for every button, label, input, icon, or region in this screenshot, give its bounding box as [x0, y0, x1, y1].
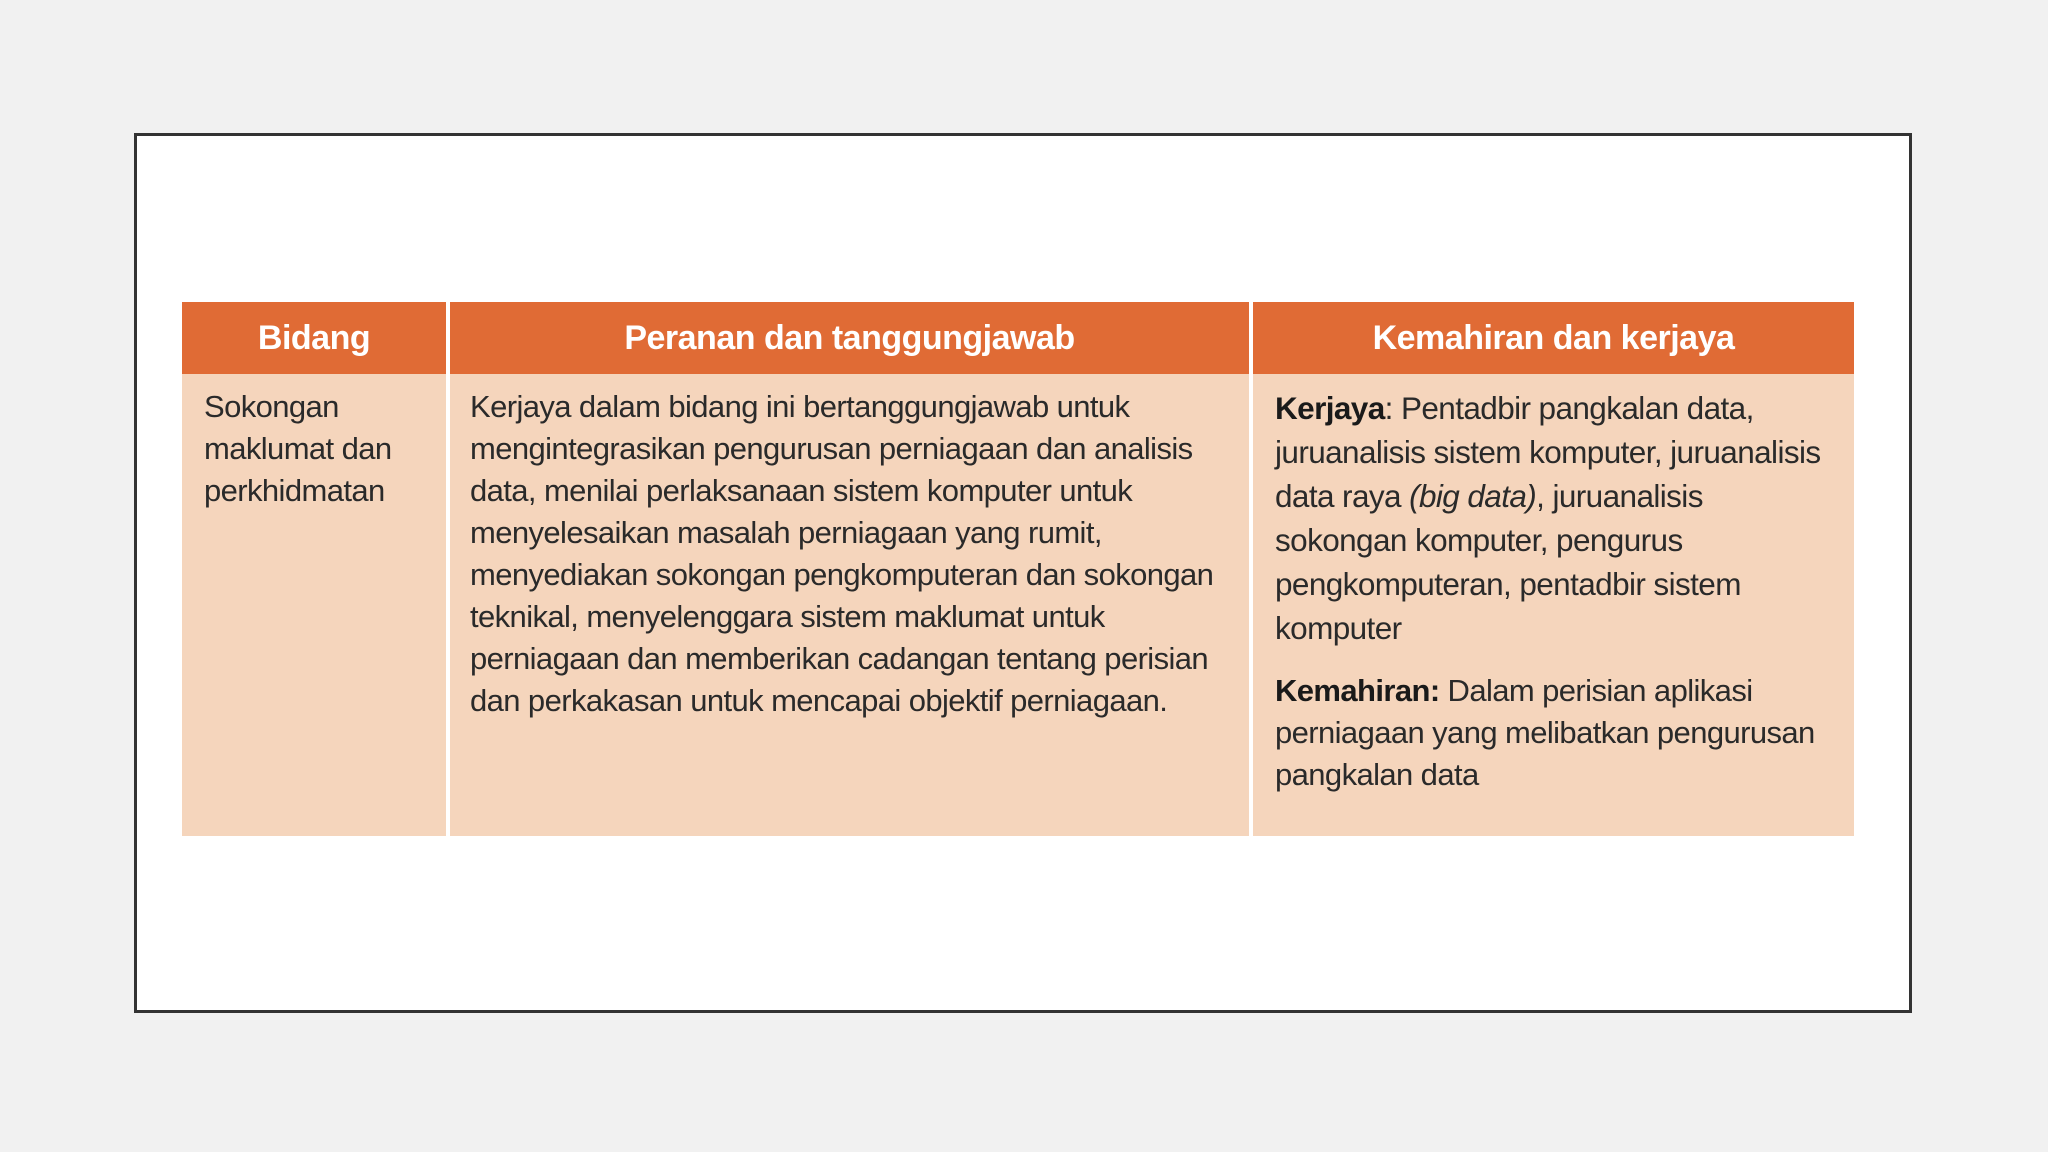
career-paragraph — [1275, 386, 1832, 650]
career-italic: (big data) — [1409, 478, 1537, 514]
header-role: Peranan dan tanggungjawab — [450, 302, 1249, 374]
career-colon: : — [1384, 390, 1401, 426]
skill-label: Kemahiran: — [1275, 673, 1440, 708]
skill-text: Dalam perisian aplikasi perniagaan yang melibatkan pengurusan pangkalan data — [1275, 673, 1815, 792]
cell-field: Sokongan maklumat dan perkhidmatan — [182, 374, 446, 836]
cell-skills — [1253, 374, 1854, 836]
skill-paragraph — [1275, 670, 1832, 796]
career-label: Kerjaya — [1275, 390, 1385, 426]
header-skills: Kemahiran dan kerjaya — [1253, 302, 1854, 374]
career-text-1: Pentadbir pangkalan data, juruanalisis sistem komputer, juruanalisis data raya — [1275, 390, 1821, 514]
career-text-2: , juruanalisis sokongan komputer, pengurus pengkomputeran, pentadbir sistem komputer — [1275, 478, 1741, 646]
cell-role: Kerjaya dalam bidang ini bertanggungjawab untuk mengintegrasikan pengurusan perniagaan dan analisis data, menilai perlaksanaan sistem komputer untuk menyelesaikan masalah perniagaan yang rumit, menyediakan sokongan pengkomputeran dan sokongan teknikal, menyelenggara sistem maklumat untuk perniagaan dan memberikan cadangan tentang perisian dan perkakasan untuk mencapai objektif perniagaan. — [450, 374, 1249, 836]
career-table — [182, 302, 1854, 836]
header-field: Bidang — [182, 302, 446, 374]
